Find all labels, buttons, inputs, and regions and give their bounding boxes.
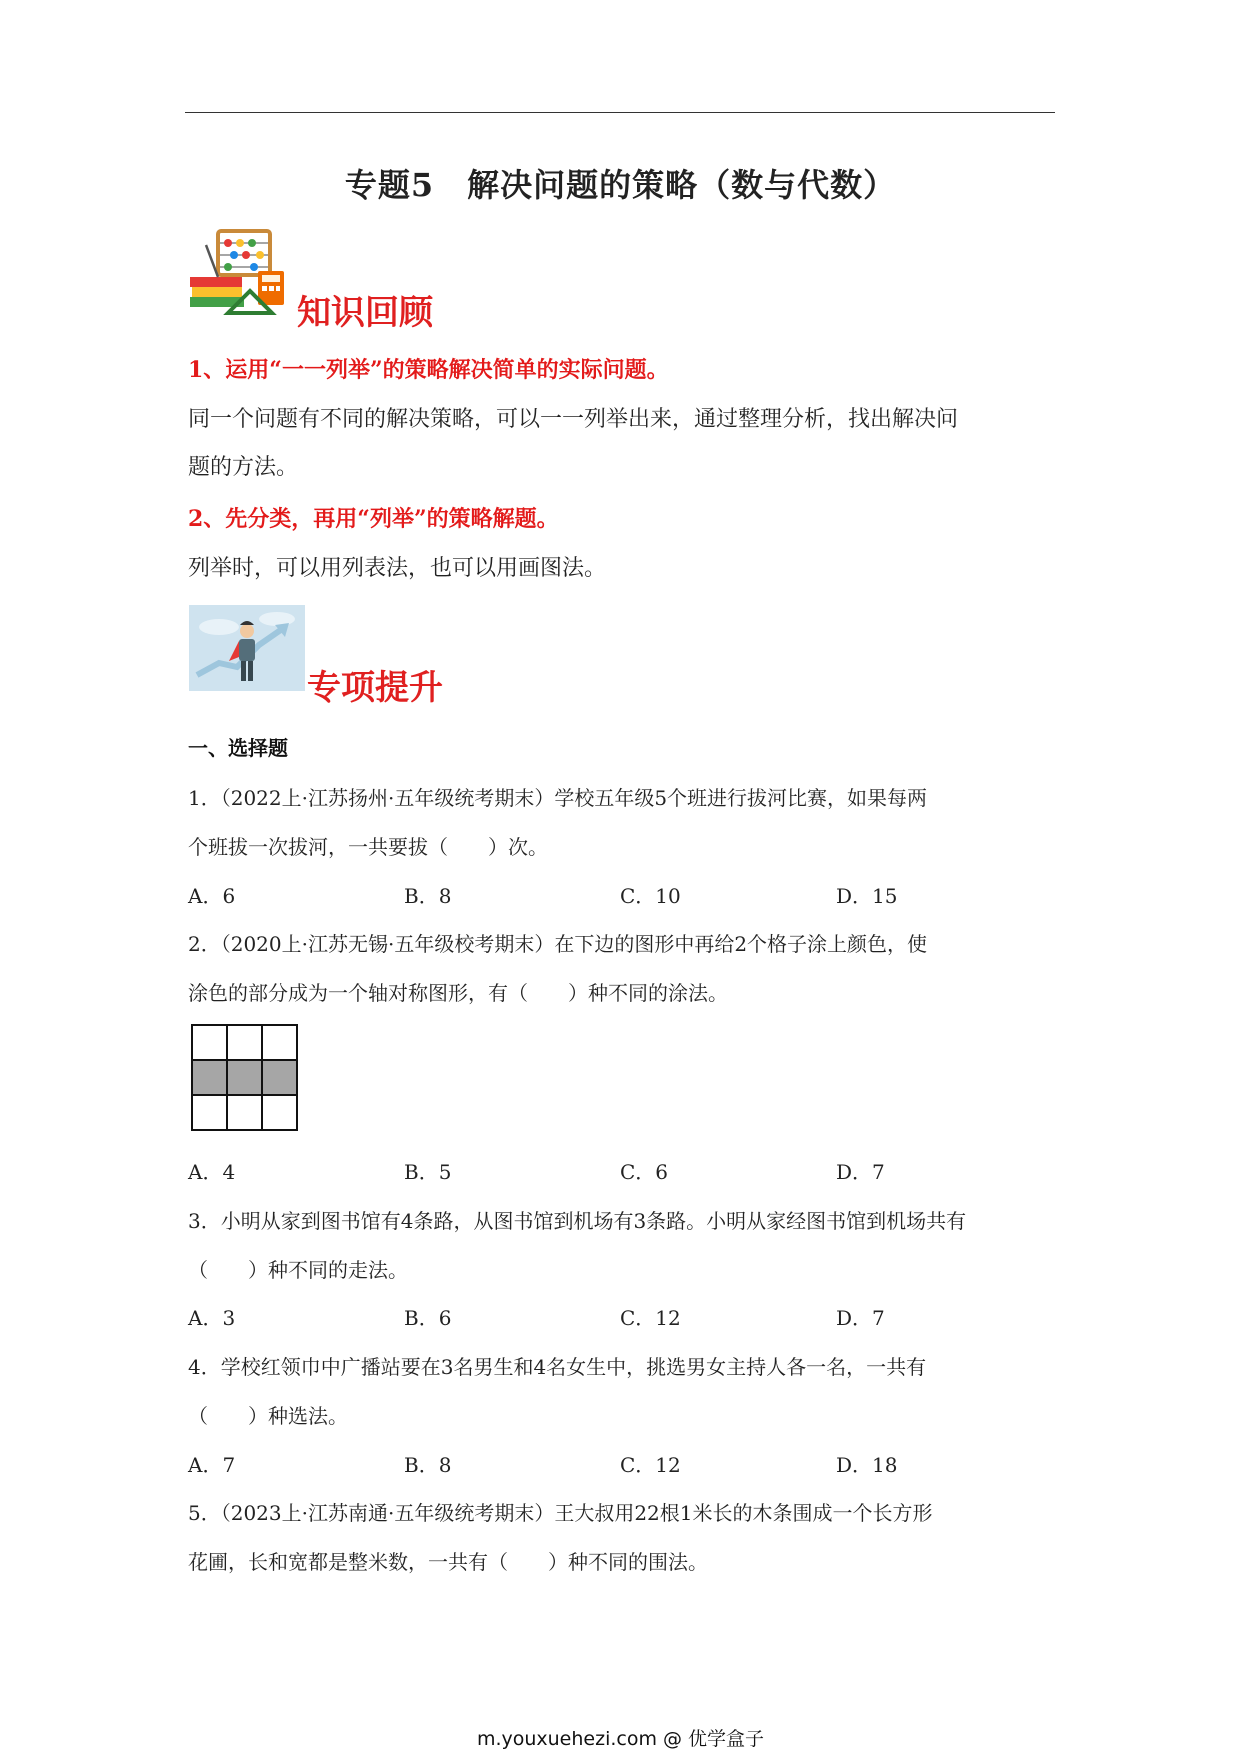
review-point-1-text-cont: 题的方法。 bbox=[188, 455, 299, 480]
question-4: 4．学校红领巾中广播站要在3名男生和4名女生中，挑选男女主持人各一名，一共有 bbox=[188, 1355, 927, 1379]
page-title: 专题5 解决问题的策略（数与代数） bbox=[344, 166, 897, 204]
grid-cell-shaded bbox=[192, 1060, 227, 1095]
question-5: 5．（2023上·江苏南通·五年级统考期末）王大叔用22根1米长的木条围成一个长方形 bbox=[188, 1501, 933, 1525]
q1-option-d: D．15 bbox=[836, 884, 898, 908]
q1-option-a: A．6 bbox=[188, 884, 236, 908]
review-point-2-title: 2、先分类，再用“列举”的策略解题。 bbox=[188, 506, 559, 532]
question-1-cont: 个班拔一次拔河，一共要拔（ ）次。 bbox=[188, 835, 548, 859]
grid-cell bbox=[262, 1095, 297, 1130]
q1-option-b: B．8 bbox=[404, 884, 452, 908]
footer-source: m.youxuehezi.com @ 优学盒子 bbox=[476, 1728, 765, 1750]
section-heading-practice: 专项提升 bbox=[307, 668, 443, 708]
q4-option-b: B．8 bbox=[404, 1453, 452, 1477]
question-2-cont: 涂色的部分成为一个轴对称图形，有（ ）种不同的涂法。 bbox=[188, 981, 728, 1005]
subheading-choice: 一、选择题 bbox=[188, 736, 288, 760]
q4-option-a: A．7 bbox=[188, 1453, 236, 1477]
question-4-cont: （ ）种选法。 bbox=[188, 1404, 348, 1428]
grid-cell bbox=[227, 1095, 262, 1130]
q3-option-c: C．12 bbox=[620, 1306, 681, 1330]
question-3-cont: （ ）种不同的走法。 bbox=[188, 1258, 408, 1282]
growth-chart-icon bbox=[189, 605, 305, 695]
q4-option-d: D．18 bbox=[836, 1453, 898, 1477]
grid-figure bbox=[191, 1024, 298, 1131]
review-point-1-text: 同一个问题有不同的解决策略，可以一一列举出来，通过整理分析，找出解决问 bbox=[188, 407, 959, 432]
grid-cell bbox=[262, 1025, 297, 1060]
math-tools-icon bbox=[188, 225, 288, 319]
q2-option-c: C．6 bbox=[620, 1160, 669, 1184]
q3-option-a: A．3 bbox=[188, 1306, 236, 1330]
grid-cell bbox=[192, 1095, 227, 1130]
question-3: 3．小明从家到图书馆有4条路，从图书馆到机场有3条路。小明从家经图书馆到机场共有 bbox=[188, 1209, 967, 1233]
q2-option-a: A．4 bbox=[188, 1160, 236, 1184]
review-point-1-title: 1、运用“一一列举”的策略解决简单的实际问题。 bbox=[188, 357, 669, 383]
q2-option-b: B．5 bbox=[404, 1160, 452, 1184]
section-heading-review: 知识回顾 bbox=[297, 293, 433, 333]
question-2: 2．（2020上·江苏无锡·五年级校考期末）在下边的图形中再给2个格子涂上颜色，使 bbox=[188, 932, 928, 956]
q3-option-b: B．6 bbox=[404, 1306, 452, 1330]
q4-option-c: C．12 bbox=[620, 1453, 681, 1477]
header-rule bbox=[185, 112, 1055, 113]
review-point-2-text: 列举时，可以用列表法，也可以用画图法。 bbox=[188, 556, 607, 581]
grid-cell bbox=[192, 1025, 227, 1060]
grid-cell bbox=[227, 1025, 262, 1060]
grid-cell-shaded bbox=[227, 1060, 262, 1095]
q1-option-c: C．10 bbox=[620, 884, 681, 908]
q2-option-d: D．7 bbox=[836, 1160, 885, 1184]
question-1: 1．（2022上·江苏扬州·五年级统考期末）学校五年级5个班进行拔河比赛，如果每两 bbox=[188, 786, 928, 810]
question-5-cont: 花圃，长和宽都是整米数，一共有（ ）种不同的围法。 bbox=[188, 1550, 708, 1574]
q3-option-d: D．7 bbox=[836, 1306, 885, 1330]
grid-cell-shaded bbox=[262, 1060, 297, 1095]
